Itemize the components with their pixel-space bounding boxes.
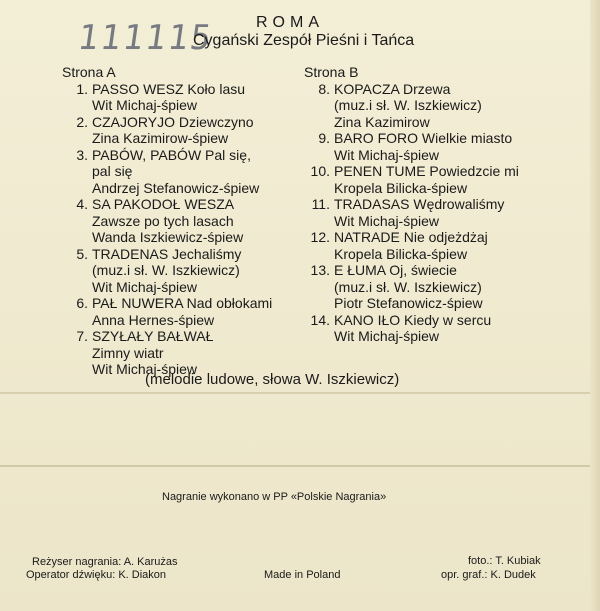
- graphics-credit: opr. graf.: K. Dudek: [441, 569, 536, 581]
- track-detail: (muz.i sł. W. Iszkiewicz): [334, 278, 482, 295]
- side-a-tracklist: [62, 64, 312, 378]
- catalog-stamp: 111115: [75, 18, 216, 58]
- track-detail: Wit Michaj-śpiew: [92, 278, 198, 295]
- recording-credit: Nagranie wykonano w PP «Polskie Nagrania»: [162, 491, 387, 503]
- track-detail: Wit Michaj-śpiew: [334, 328, 440, 344]
- track-item: [62, 196, 312, 246]
- track-title: TRADENAS Jechaliśmy: [92, 245, 242, 262]
- track-number: 13.: [310, 262, 330, 278]
- track-title: KOPACZA Drzewa: [334, 80, 451, 97]
- track-number: 2.: [76, 113, 88, 130]
- track-detail: (muz.i sł. W. Iszkiewicz): [92, 262, 240, 278]
- ensemble-name: Cygański Zespół Pieśni i Tańca: [193, 32, 415, 49]
- side-a-title: Strona A: [62, 64, 116, 80]
- track-item: [304, 262, 554, 312]
- track-detail: (muz.i sł. W. Iszkiewicz): [334, 97, 482, 113]
- track-detail: Zawsze po tych lasach: [92, 212, 234, 229]
- fold-line-upper: [0, 392, 600, 394]
- track-title: PENEN TUME Powiedzcie mi: [334, 163, 519, 179]
- track-item: [304, 130, 554, 163]
- track-title: CZAJORYJO Dziewczyno: [92, 113, 254, 130]
- track-number: 7.: [76, 328, 88, 344]
- track-detail: pal się: [92, 163, 133, 179]
- track-detail: Wit Michaj-śpiew: [92, 361, 198, 377]
- track-detail: Piotr Stefanowicz-śpiew: [334, 295, 483, 311]
- track-number: 4.: [76, 196, 88, 212]
- track-number: 5.: [76, 245, 88, 262]
- card-edge: [590, 0, 600, 611]
- photo-credit: foto.: T. Kubiak: [468, 555, 541, 567]
- track-item: [304, 196, 554, 229]
- track-title: BARO FORO Wielkie miasto: [334, 130, 513, 146]
- track-item: [62, 147, 312, 197]
- track-detail: Zina Kazimirow: [334, 113, 430, 130]
- engineer-credit: Operator dźwięku: K. Diakon: [26, 569, 167, 581]
- track-title: NATRADE Nie odjeżdżaj: [334, 229, 488, 245]
- track-number: 12.: [310, 229, 330, 245]
- track-detail: Kropela Bilicka-śpiew: [334, 245, 468, 262]
- track-detail: Andrzej Stefanowicz-śpiew: [92, 179, 260, 196]
- track-title: KANO IŁO Kiedy w sercu: [334, 311, 492, 328]
- track-detail: Kropela Bilicka-śpiew: [334, 179, 468, 196]
- track-number: 6.: [76, 295, 88, 311]
- director-credit: Reżyser nagrania: A. Karużas: [32, 556, 178, 568]
- track-item: [62, 81, 312, 114]
- melody-note: (melodie ludowe, słowa W. Iszkiewicz): [145, 371, 400, 388]
- track-number: 11.: [311, 196, 330, 212]
- track-item: [62, 114, 312, 147]
- track-number: 10.: [310, 163, 330, 179]
- track-number: 9.: [318, 130, 330, 146]
- side-b-tracklist: [304, 64, 554, 345]
- track-detail: Wit Michaj-śpiew: [92, 97, 198, 113]
- track-title: PAŁ NUWERA Nad obłokami: [92, 295, 273, 311]
- track-detail: Zina Kazimirow-śpiew: [92, 130, 229, 146]
- track-item: [304, 229, 554, 262]
- made-in-label: Made in Poland: [264, 569, 341, 581]
- track-number: 8.: [318, 80, 330, 97]
- fold-line-lower: [0, 465, 600, 467]
- track-title: SA PAKODOŁ WESZA: [92, 196, 235, 212]
- track-title: SZYŁAŁY BAŁWAŁ: [92, 328, 214, 344]
- album-title: ROMA: [256, 14, 324, 31]
- track-detail: Anna Hernes-śpiew: [92, 311, 215, 328]
- track-number: 14.: [310, 311, 330, 328]
- track-title: PASSO WESZ Koło lasu: [92, 80, 246, 97]
- track-item: [62, 246, 312, 296]
- track-detail: Wit Michaj-śpiew: [334, 146, 440, 163]
- track-detail: Wanda Iszkiewicz-śpiew: [92, 229, 244, 245]
- track-number: 3.: [76, 146, 88, 163]
- track-item: [62, 295, 312, 328]
- side-b-title: Strona B: [304, 64, 359, 80]
- track-item: [304, 163, 554, 196]
- track-title: E ŁUMA Oj, świecie: [334, 262, 457, 278]
- track-item: [304, 81, 554, 131]
- track-item: [304, 312, 554, 345]
- track-detail: Zimny wiatr: [92, 344, 164, 361]
- track-title: PABÓW, PABÓW Pal się,: [92, 146, 251, 163]
- track-detail: Wit Michaj-śpiew: [334, 212, 440, 229]
- track-number: 1.: [76, 80, 88, 97]
- track-title: TRADASAS Wędrowaliśmy: [334, 196, 505, 212]
